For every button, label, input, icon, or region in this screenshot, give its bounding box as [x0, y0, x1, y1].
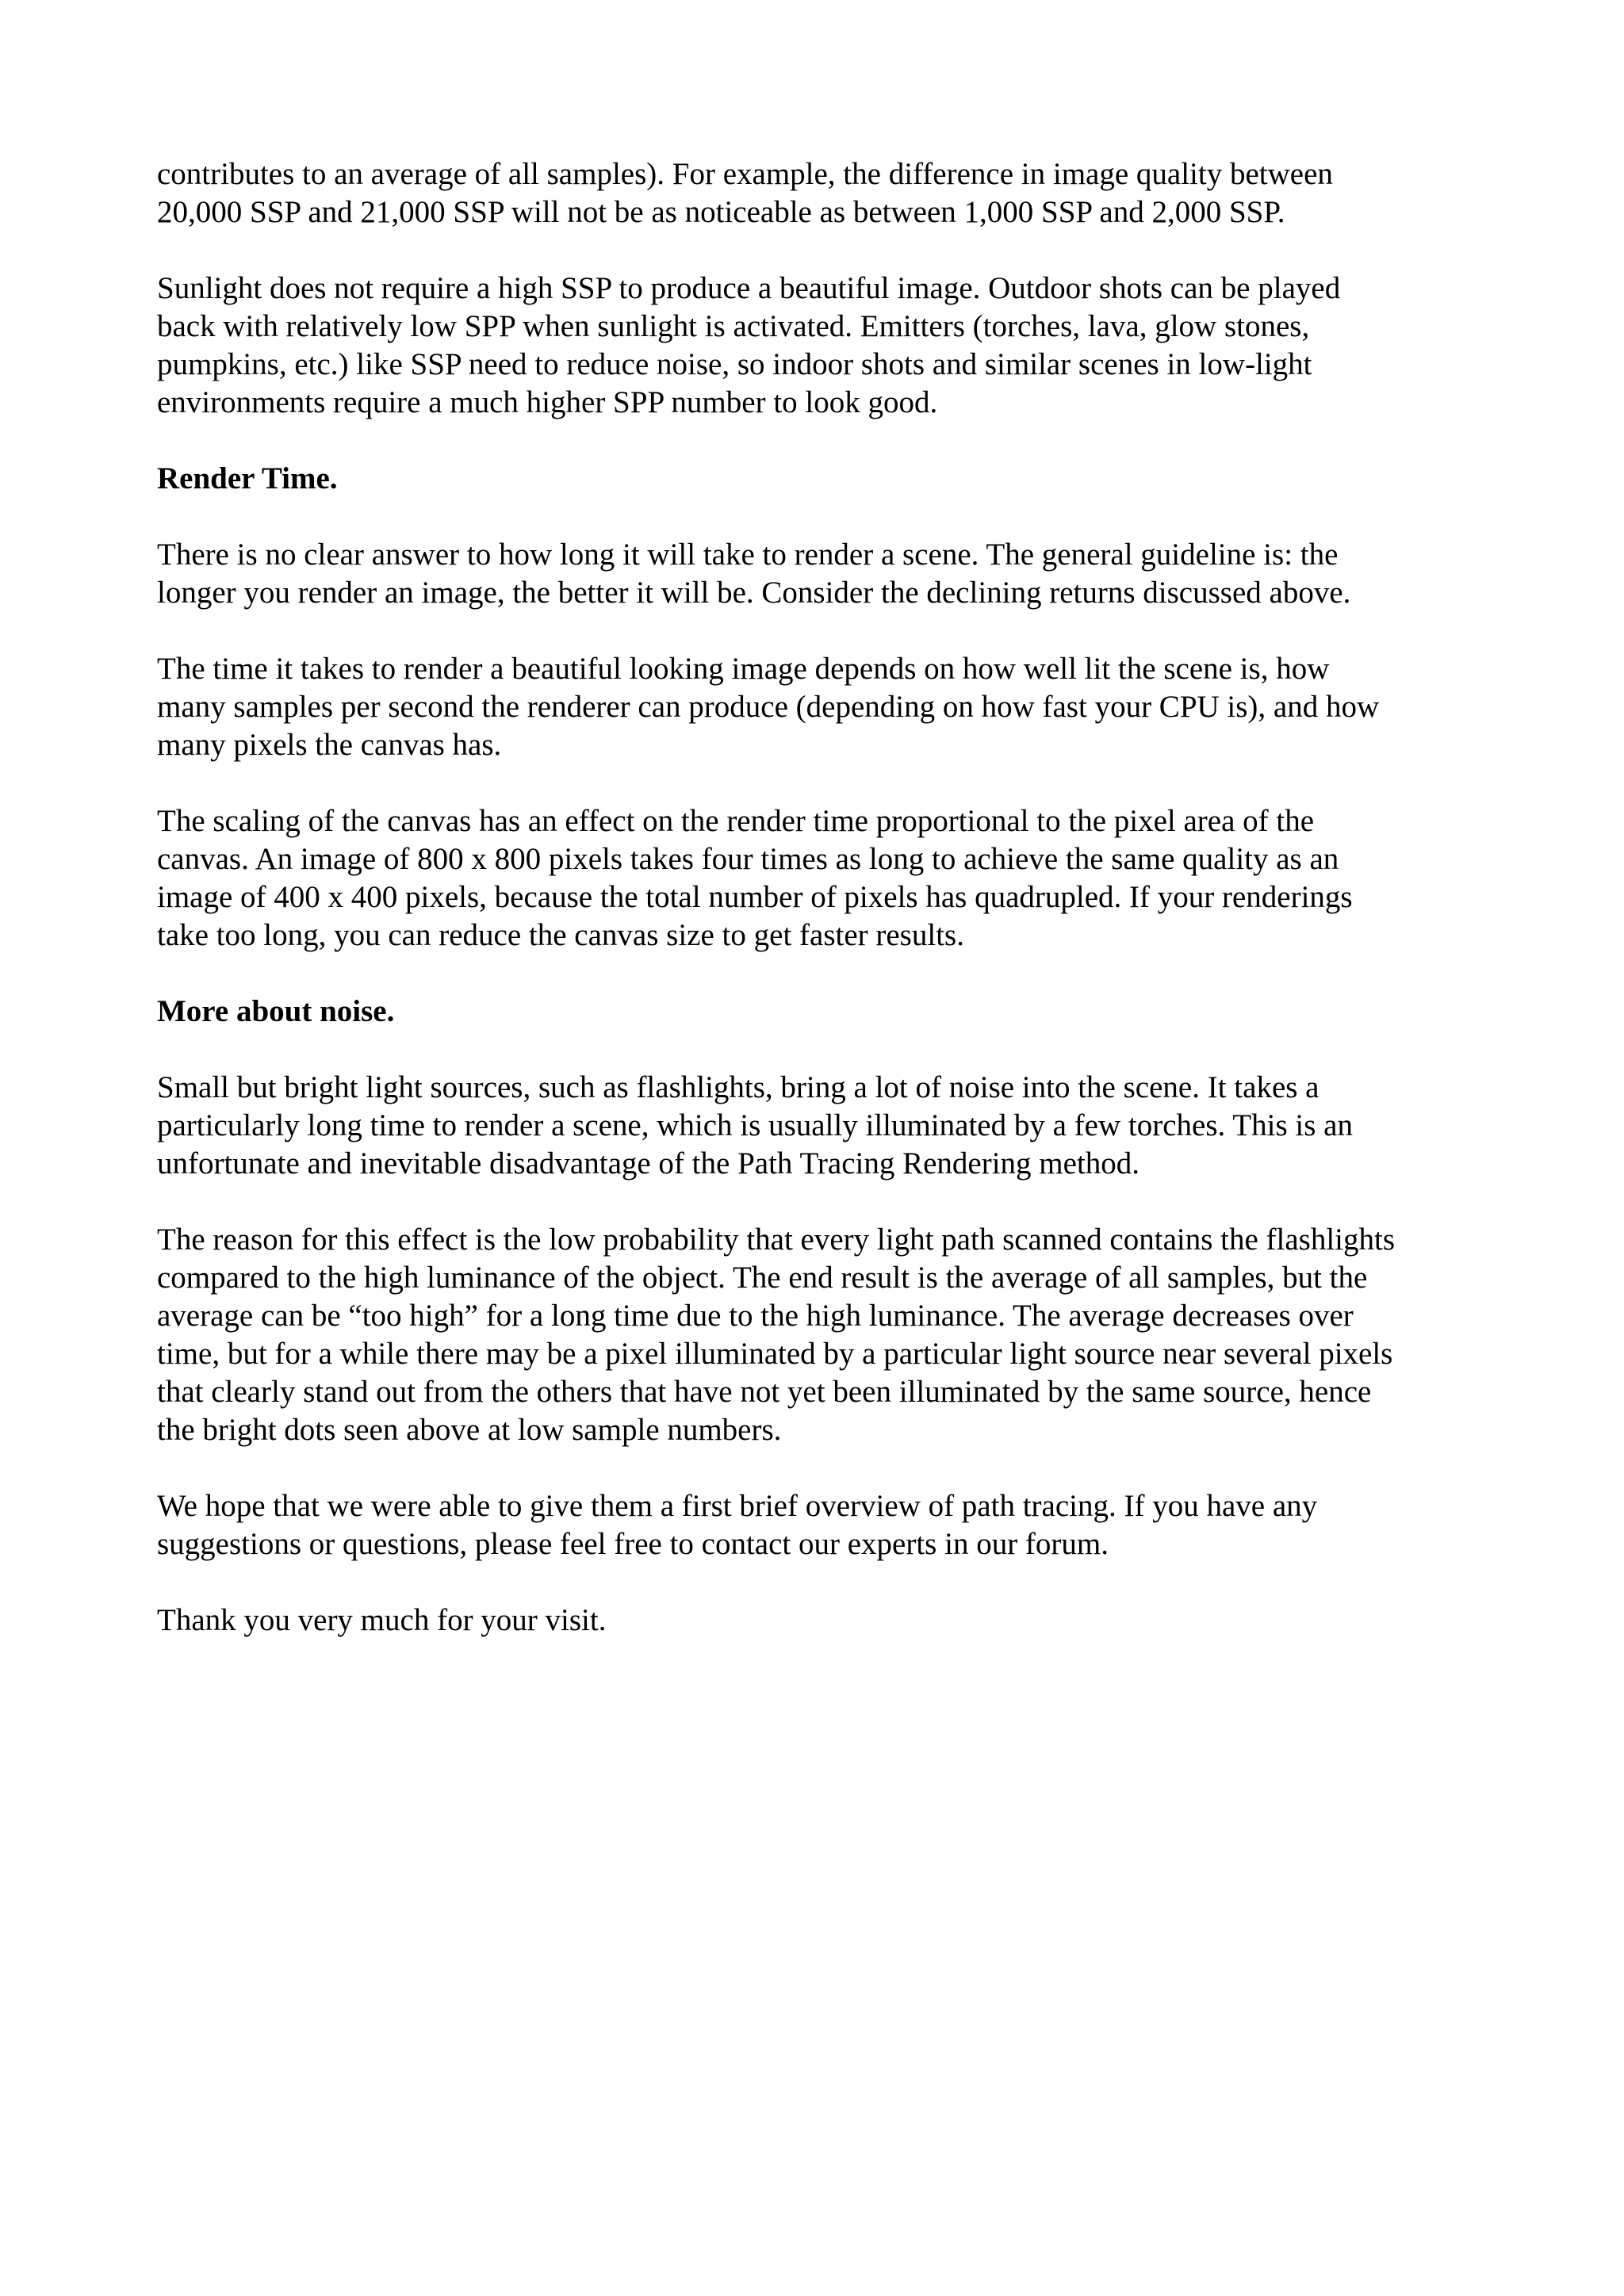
text-line: Sunlight does not require a high SSP to produce a beautiful image. Outdoor shots can be played [157, 271, 1341, 305]
paragraph [157, 1487, 1497, 1563]
text-line: longer you render an image, the better it will be. Consider the declining returns discussed above. [157, 576, 1351, 610]
text-line: canvas. An image of 800 x 800 pixels takes four times as long to achieve the same quality as an [157, 842, 1339, 876]
text-line: pumpkins, etc.) like SSP need to reduce noise, so indoor shots and similar scenes in low-light [157, 347, 1312, 381]
text-line: particularly long time to render a scene, which is usually illuminated by a few torches. This is an [157, 1108, 1353, 1142]
text-line: Small but bright light sources, such as flashlights, bring a lot of noise into the scene. It takes a [157, 1070, 1320, 1104]
text-line: the bright dots seen above at low sample numbers. [157, 1413, 782, 1447]
text-line: suggestions or questions, please feel free to contact our experts in our forum. [157, 1527, 1109, 1561]
text-line: average can be “too high” for a long time due to the high luminance. The average decreases over [157, 1299, 1354, 1333]
text-line: The time it takes to render a beautiful looking image depends on how well lit the scene is, how [157, 652, 1330, 686]
text-line: image of 400 x 400 pixels, because the total number of pixels has quadrupled. If your renderings [157, 880, 1353, 914]
text-line: We hope that we were able to give them a first brief overview of path tracing. If you have any [157, 1489, 1318, 1523]
paragraph [157, 1069, 1497, 1183]
heading-text: Render Time. [157, 461, 338, 496]
text-line: take too long, you can reduce the canvas size to get faster results. [157, 918, 964, 952]
text-line: unfortunate and inevitable disadvantage of the Path Tracing Rendering method. [157, 1146, 1140, 1181]
document-body [157, 155, 1497, 1640]
document-page [157, 155, 1497, 1678]
text-line: many samples per second the renderer can produce (depending on how fast your CPU is), and how [157, 690, 1380, 724]
paragraph [157, 650, 1497, 764]
text-line: There is no clear answer to how long it will take to render a scene. The general guideline is: the [157, 538, 1339, 572]
paragraph [157, 802, 1497, 955]
paragraph [157, 155, 1497, 232]
text-line: 20,000 SSP and 21,000 SSP will not be as noticeable as between 1,000 SSP and 2,000 SSP. [157, 195, 1285, 229]
text-line: compared to the high luminance of the object. The end result is the average of all samples, but the [157, 1261, 1368, 1295]
text-line: that clearly stand out from the others that have not yet been illuminated by the same source, hence [157, 1375, 1372, 1409]
paragraph [157, 1221, 1497, 1449]
heading-text: More about noise. [157, 994, 395, 1028]
paragraph [157, 536, 1497, 612]
text-line: Thank you very much for your visit. [157, 1603, 607, 1637]
text-line: back with relatively low SPP when sunlight is activated. Emitters (torches, lava, glow stones, [157, 309, 1310, 343]
paragraph [157, 270, 1497, 422]
text-line: contributes to an average of all samples). For example, the difference in image quality between [157, 157, 1333, 191]
text-line: many pixels the canvas has. [157, 728, 502, 762]
section-heading [157, 993, 1497, 1031]
text-line: The reason for this effect is the low probability that every light path scanned contains the flashlights [157, 1223, 1396, 1257]
text-line: time, but for a while there may be a pixel illuminated by a particular light source near several pixels [157, 1337, 1393, 1371]
paragraph [157, 1601, 1497, 1640]
text-line: The scaling of the canvas has an effect on the render time proportional to the pixel area of the [157, 804, 1315, 838]
section-heading [157, 460, 1497, 498]
text-line: environments require a much higher SPP number to look good. [157, 385, 938, 419]
